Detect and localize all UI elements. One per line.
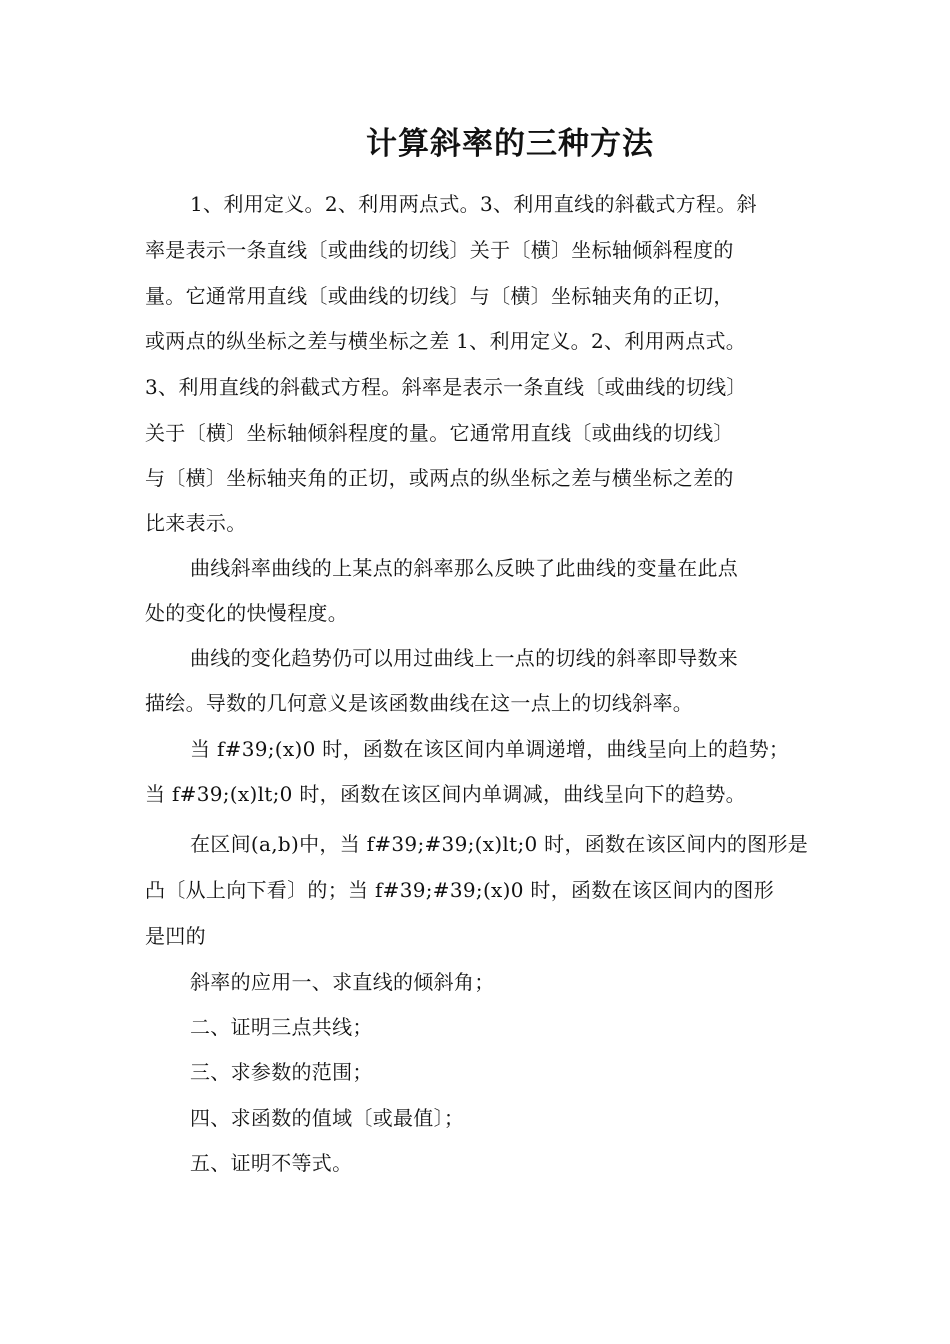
paragraph-line: 当 f#39;(x)lt;0 时，函数在该区间内单调减，曲线呈向下的趋势。: [145, 782, 746, 806]
paragraph-line: 1、利用定义。2、利用两点式。3、利用直线的斜截式方程。斜: [190, 192, 757, 216]
paragraph-line: 与〔横〕坐标轴夹角的正切，或两点的纵坐标之差与横坐标之差的: [145, 466, 734, 490]
document-title: 计算斜率的三种方法: [366, 126, 654, 162]
list-item: 斜率的应用一、求直线的倾斜角；: [190, 970, 495, 994]
paragraph-line: 关于〔横〕坐标轴倾斜程度的量。它通常用直线〔或曲线的切线〕: [145, 421, 734, 445]
paragraph-line: 当 f#39;(x)0 时，函数在该区间内单调递增，曲线呈向上的趋势；: [190, 737, 790, 761]
list-item: 二、证明三点共线；: [190, 1015, 373, 1039]
paragraph-line: 描绘。导数的几何意义是该函数曲线在这一点上的切线斜率。: [145, 691, 694, 715]
list-item: 三、求参数的范围；: [190, 1060, 373, 1084]
paragraph-line: 比来表示。: [145, 511, 247, 535]
paragraph-line: 3、利用直线的斜截式方程。斜率是表示一条直线〔或曲线的切线〕: [145, 375, 747, 399]
paragraph-line: 凸〔从上向下看〕的；当 f#39;#39;(x)0 时，函数在该区间内的图形: [145, 878, 775, 902]
paragraph-line: 在区间(a,b)中，当 f#39;#39;(x)lt;0 时，函数在该区间内的图形是: [190, 832, 809, 856]
paragraph-line: 率是表示一条直线〔或曲线的切线〕关于〔横〕坐标轴倾斜程度的: [145, 238, 734, 262]
paragraph-line: 曲线的变化趋势仍可以用过曲线上一点的切线的斜率即导数来: [190, 646, 739, 670]
list-item: 四、求函数的值域〔或最值〕；: [190, 1106, 465, 1130]
paragraph-line: 曲线斜率曲线的上某点的斜率那么反映了此曲线的变量在此点: [190, 556, 739, 580]
paragraph-line: 是凹的: [145, 924, 206, 948]
paragraph-line: 处的变化的快慢程度。: [145, 601, 348, 625]
list-item: 五、证明不等式。: [190, 1151, 353, 1175]
paragraph-line: 或两点的纵坐标之差与横坐标之差 1、利用定义。2、利用两点式。: [145, 329, 747, 353]
paragraph-line: 量。它通常用直线〔或曲线的切线〕与〔横〕坐标轴夹角的正切，: [145, 284, 734, 308]
